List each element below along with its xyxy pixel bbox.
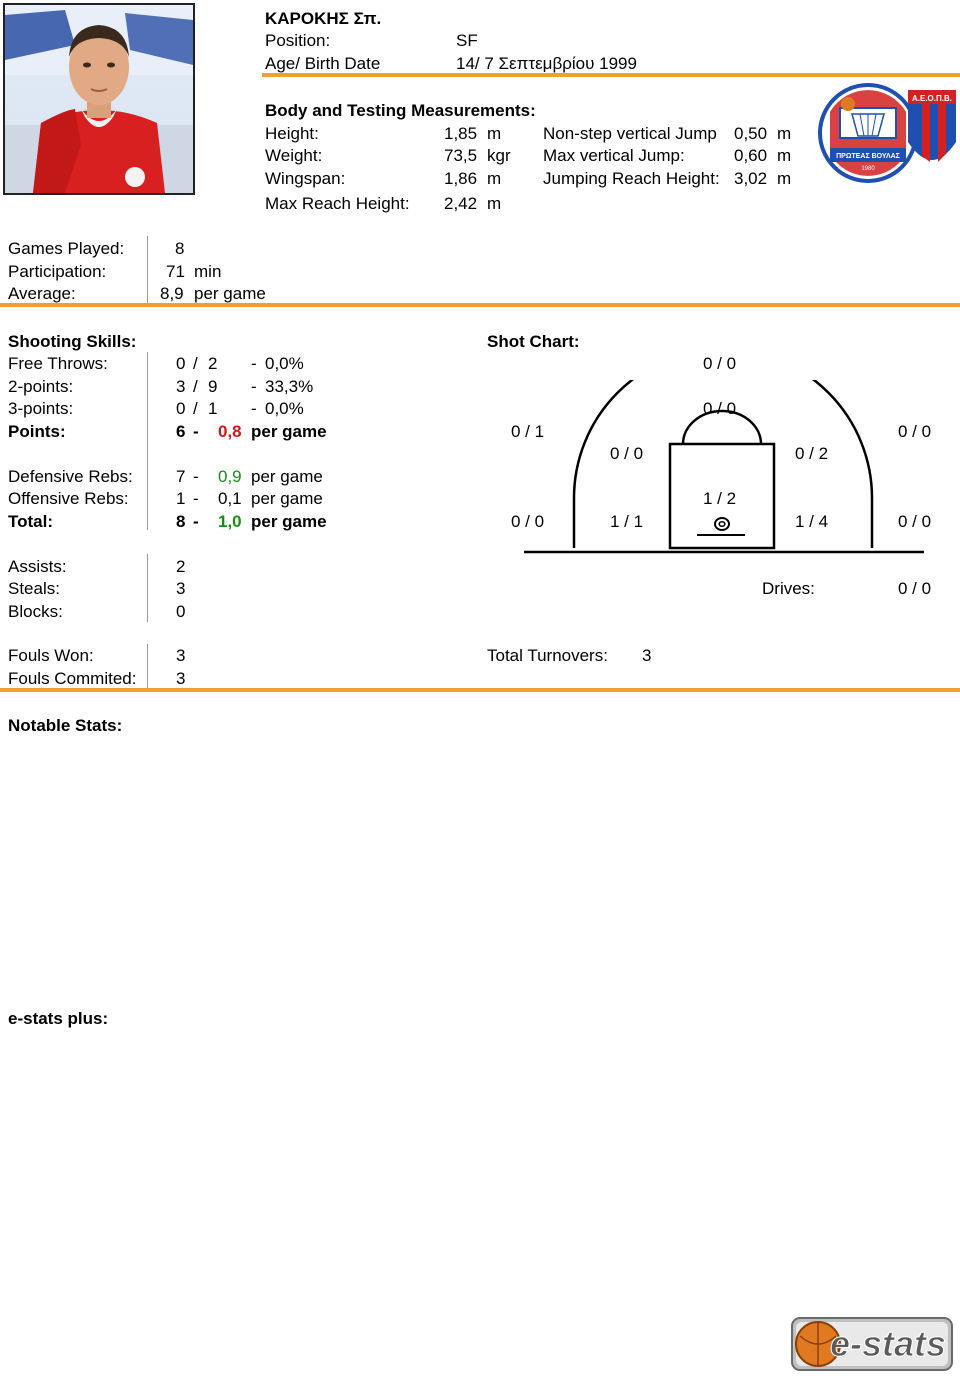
zone-right-corner-three: 0 / 0 <box>898 512 932 531</box>
weight-label: Weight: <box>265 146 323 165</box>
fouls-won-value: 3 <box>176 646 186 665</box>
points-label: Points: <box>8 422 66 441</box>
measurements-heading: Body and Testing Measurements: <box>265 101 536 120</box>
jumping-reach-value: 3,02 <box>734 169 768 188</box>
fouls-won-label: Fouls Won: <box>8 646 94 665</box>
defensive-rebs-dash: - <box>193 467 199 486</box>
offensive-rebs-dash: - <box>193 489 199 508</box>
total-rebs-unit: per game <box>251 512 327 531</box>
position-label: Position: <box>265 31 331 50</box>
zone-right-elbow: 0 / 2 <box>795 444 829 463</box>
nonstep-jump-unit: m <box>777 124 792 143</box>
three-points-made: 0 <box>176 399 186 418</box>
participation-unit: min <box>194 262 222 281</box>
blocks-value: 0 <box>176 602 186 621</box>
player-photo-icon <box>5 5 193 193</box>
two-points-sep: / <box>193 377 198 396</box>
estats-plus-heading: e-stats plus: <box>8 1009 109 1028</box>
offensive-rebs-unit: per game <box>251 489 323 508</box>
jumping-reach-label: Jumping Reach Height: <box>543 169 720 188</box>
jumping-reach-unit: m <box>777 169 792 188</box>
two-points-pct: 33,3% <box>265 377 314 396</box>
fouls-committed-value: 3 <box>176 669 186 688</box>
nonstep-jump-label: Non-step vertical Jump <box>543 124 717 143</box>
average-unit: per game <box>194 284 266 303</box>
free-throws-dash: - <box>251 354 257 373</box>
three-points-dash: - <box>251 399 257 418</box>
misc-divider <box>147 554 148 622</box>
shot-chart-heading: Shot Chart: <box>487 332 580 351</box>
estats-logo <box>790 1312 956 1374</box>
defensive-rebs-unit: per game <box>251 467 323 486</box>
club-logo <box>816 82 958 184</box>
drives-value: 0 / 0 <box>898 579 932 598</box>
participation-label: Participation: <box>8 262 107 281</box>
total-rebs-total: 8 <box>176 512 186 531</box>
header-divider <box>262 73 960 77</box>
zone-top-three: 0 / 0 <box>703 354 737 373</box>
zone-right-baseline: 1 / 4 <box>795 512 829 531</box>
zone-top-key: 0 / 0 <box>703 399 737 418</box>
height-value: 1,85 <box>444 124 478 143</box>
games-played-value: 8 <box>175 239 185 258</box>
two-points-made: 3 <box>176 377 186 396</box>
offensive-rebs-label: Offensive Rebs: <box>8 489 129 508</box>
drives-label: Drives: <box>762 579 815 598</box>
three-points-att: 1 <box>208 399 218 418</box>
free-throws-label: Free Throws: <box>8 354 108 373</box>
max-vertical-label: Max vertical Jump: <box>543 146 685 165</box>
free-throws-pct: 0,0% <box>265 354 304 373</box>
blocks-label: Blocks: <box>8 602 63 621</box>
assists-label: Assists: <box>8 557 67 576</box>
steals-label: Steals: <box>8 579 60 598</box>
two-points-dash: - <box>251 377 257 396</box>
max-reach-value: 2,42 <box>444 194 478 213</box>
weight-unit: kgr <box>487 146 511 165</box>
player-name: ΚΑΡΟΚΗΣ Σπ. <box>265 9 382 28</box>
free-throws-att: 2 <box>208 354 218 373</box>
player-photo <box>3 3 195 195</box>
turnovers-value: 3 <box>642 646 652 665</box>
estats-logo-text: e-stats <box>829 1323 947 1364</box>
wingspan-unit: m <box>487 169 502 188</box>
turnovers-label: Total Turnovers: <box>487 646 608 665</box>
games-divider <box>147 236 148 304</box>
position-value: SF <box>456 31 478 50</box>
zone-left-baseline: 1 / 1 <box>610 512 644 531</box>
defensive-rebs-label: Defensive Rebs: <box>8 467 133 486</box>
points-avg: 0,8 <box>218 422 242 441</box>
zone-left-corner-three: 0 / 0 <box>511 512 545 531</box>
points-total: 6 <box>176 422 186 441</box>
nonstep-jump-value: 0,50 <box>734 124 768 143</box>
games-played-label: Games Played: <box>8 239 125 258</box>
offensive-rebs-avg: 0,1 <box>218 489 242 508</box>
weight-value: 73,5 <box>444 146 478 165</box>
height-label: Height: <box>265 124 319 143</box>
max-reach-label: Max Reach Height: <box>265 194 410 213</box>
games-divider-rule <box>0 303 960 307</box>
points-unit: per game <box>251 422 327 441</box>
assists-value: 2 <box>176 557 186 576</box>
wingspan-label: Wingspan: <box>265 169 346 188</box>
defensive-rebs-total: 7 <box>176 467 186 486</box>
average-value: 8,9 <box>160 284 184 303</box>
points-dash: - <box>193 422 199 441</box>
max-reach-unit: m <box>487 194 502 213</box>
participation-value: 71 <box>166 262 185 281</box>
three-points-sep: / <box>193 399 198 418</box>
offensive-rebs-total: 1 <box>176 489 186 508</box>
average-label: Average: <box>8 284 76 303</box>
free-throws-sep: / <box>193 354 198 373</box>
total-rebs-avg: 1,0 <box>218 512 242 531</box>
zone-paint: 1 / 2 <box>703 489 737 508</box>
shooting-divider <box>147 352 148 530</box>
three-points-label: 3-points: <box>8 399 74 418</box>
club-logo-top-text: Α.Ε.Ο.Π.Β. <box>911 94 953 103</box>
total-rebs-dash: - <box>193 512 199 531</box>
wingspan-value: 1,86 <box>444 169 478 188</box>
max-vertical-value: 0,60 <box>734 146 768 165</box>
free-throws-made: 0 <box>176 354 186 373</box>
club-logo-year: 1980 <box>861 166 875 172</box>
max-vertical-unit: m <box>777 146 792 165</box>
zone-left-wing-three: 0 / 1 <box>511 422 545 441</box>
two-points-att: 9 <box>208 377 218 396</box>
height-unit: m <box>487 124 502 143</box>
fouls-divider <box>147 644 148 689</box>
shooting-heading: Shooting Skills: <box>8 332 137 351</box>
total-rebs-label: Total: <box>8 512 54 531</box>
club-logo-bottom-text: ΠΡΩΤΕΑΣ ΒΟΥΛΑΣ <box>836 153 900 160</box>
steals-value: 3 <box>176 579 186 598</box>
notable-stats-heading: Notable Stats: <box>8 716 123 735</box>
fouls-committed-label: Fouls Commited: <box>8 669 137 688</box>
defensive-rebs-avg: 0,9 <box>218 467 242 486</box>
zone-left-elbow: 0 / 0 <box>610 444 644 463</box>
estats-logo-icon <box>790 1312 956 1374</box>
three-points-pct: 0,0% <box>265 399 304 418</box>
zone-right-wing-three: 0 / 0 <box>898 422 932 441</box>
club-logo-icon <box>816 82 958 184</box>
stats-divider-rule <box>0 688 960 692</box>
birth-label: Age/ Birth Date <box>265 54 381 73</box>
two-points-label: 2-points: <box>8 377 74 396</box>
hoop-icon <box>713 516 731 532</box>
birth-value: 14/ 7 Σεπτεμβρίου 1999 <box>456 54 637 73</box>
